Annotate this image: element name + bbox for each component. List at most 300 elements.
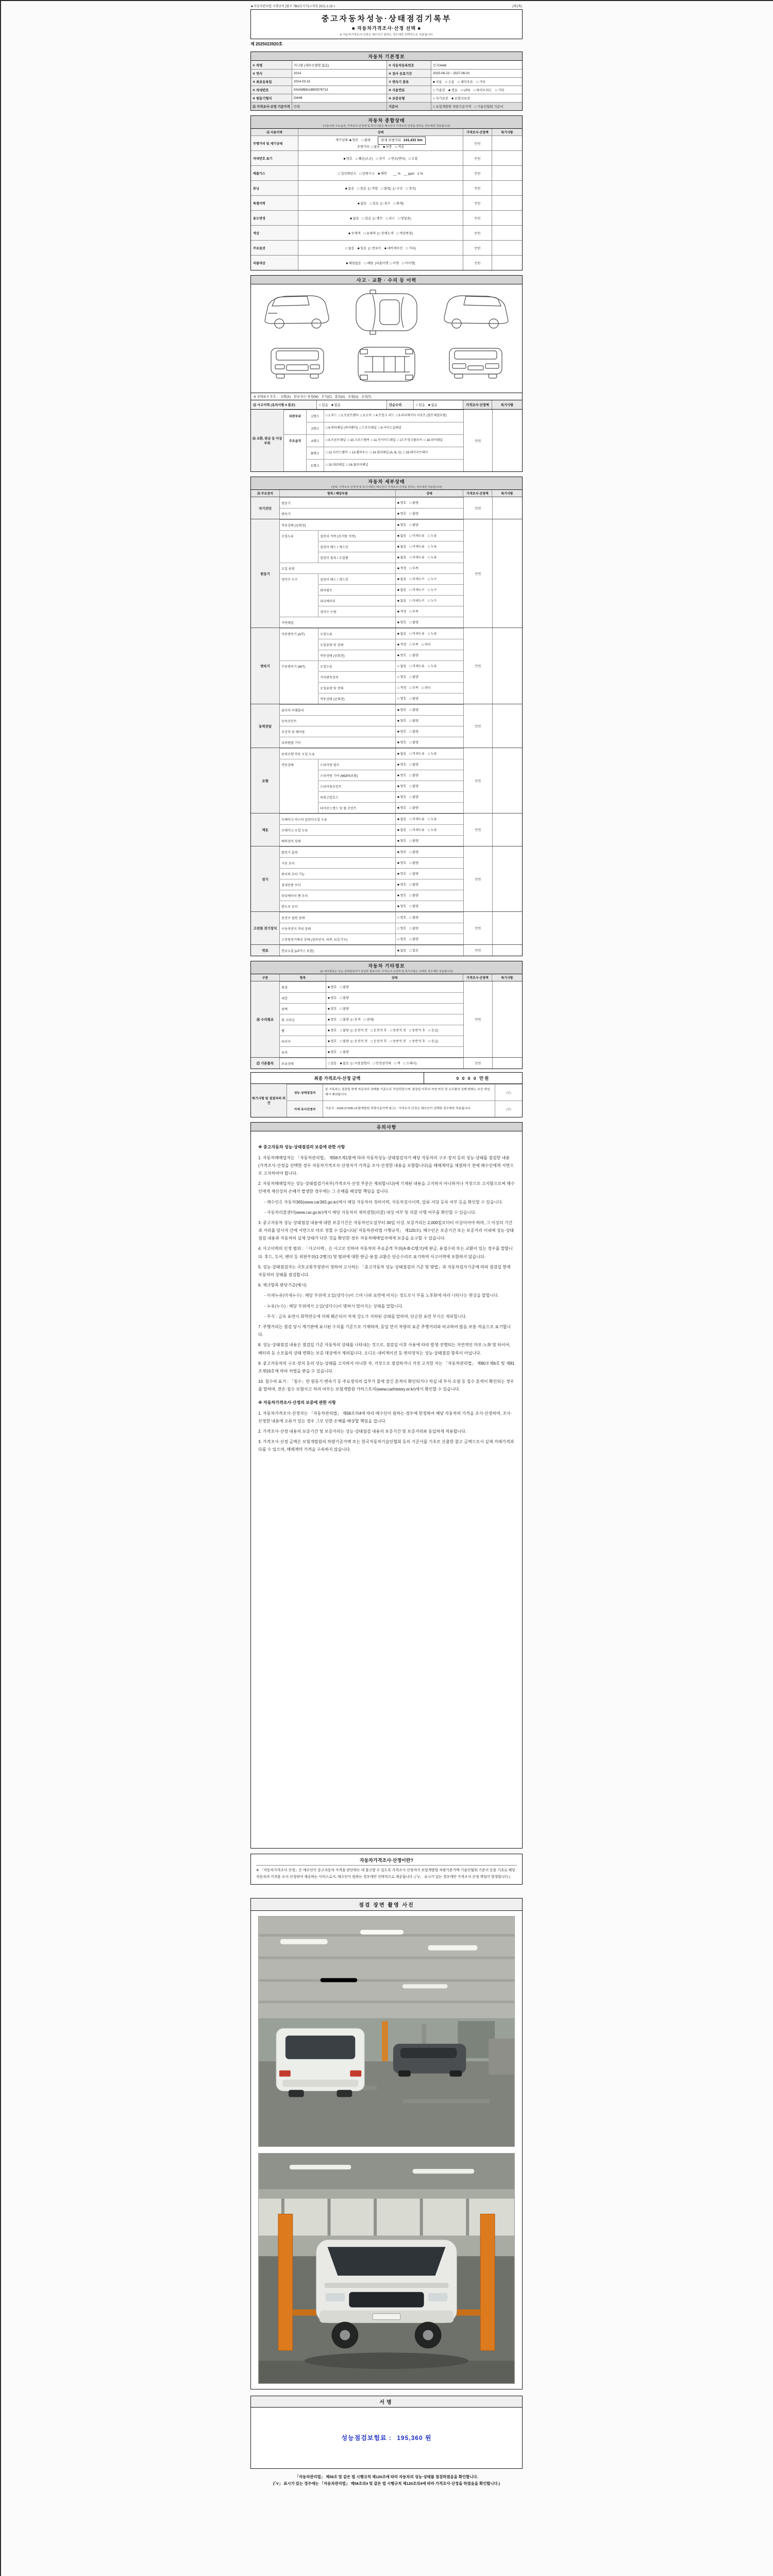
detail-row <box>280 791 463 802</box>
field-label: ④ 차대번호 <box>251 86 292 94</box>
notice-paragraph: - 매수인은 자동차365(www.car365.go.kr)에서 해당 자동차의 정비이력, 자동차검사이력, 압류·저당 등록 여부 등을 확인할 수 있습니다. <box>264 1199 503 1205</box>
note-column-header: 특기사항 <box>492 400 522 409</box>
subgroup-label: 작동상태 <box>280 759 318 770</box>
detail-row <box>280 606 463 617</box>
status-options[interactable]: ■ 양호 □ 불량 <box>396 508 463 519</box>
device-group-label: 제동 <box>251 814 280 846</box>
device-group-high-voltage <box>251 911 522 944</box>
accident-history-options[interactable]: □ 있음 ■ 없음 <box>317 400 387 409</box>
amount-cell: 만원 <box>463 846 492 911</box>
status-options[interactable]: ■ 양호 □ 불량 <box>396 617 463 628</box>
field-label: ⑦ 변속기 종류 <box>387 78 431 86</box>
status-options[interactable] <box>298 136 463 150</box>
status-options[interactable]: ■ 양호 □ 불량 <box>396 791 463 802</box>
subgroup-label <box>280 639 318 650</box>
note-cell <box>492 256 522 270</box>
status-options[interactable]: ■ 없음 □ 있음 (□ 적법 □ 불법) (□ 구조 □ 장치) <box>298 181 463 195</box>
note-cell <box>492 241 522 255</box>
column-header: 가격조사·산정액 <box>463 974 492 981</box>
overall-condition-table <box>250 129 523 270</box>
detail-row <box>280 901 463 911</box>
device-rows <box>280 497 463 519</box>
status-options[interactable]: ■ 양호 □ 불량 <box>396 737 463 748</box>
status-options[interactable]: □ 양호 □ 불량 <box>396 934 463 944</box>
status-options[interactable]: ■ 적정 □ 부족 <box>396 606 463 617</box>
detail-row <box>280 508 463 519</box>
table-row <box>280 992 463 1003</box>
engine-type-value: D4HB <box>292 94 387 102</box>
field-label: ⑨ 원동기형식 <box>251 94 292 102</box>
amount-cell: 만원 <box>463 226 492 240</box>
signature-title: 서명 <box>251 2396 522 2408</box>
status-options[interactable]: ■ 양호 □ 불량 <box>396 715 463 726</box>
notice-paragraph: 2. 가격조사·산정 내용의 보증기간 및 보증거리는 성능·상태점검 내용의 보증기간 및 보증거리와 동일하게 적용합니다. <box>258 1429 467 1434</box>
detail-row <box>280 671 463 682</box>
status-options[interactable]: ■ 양호 □ 불량 <box>396 846 463 857</box>
part-label: 원동기 <box>280 497 396 508</box>
amount-cell: 만원 <box>463 151 492 165</box>
note-cell <box>492 704 522 748</box>
amount-cell: 만원 <box>463 704 492 748</box>
status-options[interactable]: ■ 없음 □ 미세누유 □ 누유 <box>396 552 463 563</box>
part-label: 작동상태 (공회전) <box>318 693 396 704</box>
note-cell <box>492 1058 522 1069</box>
inspector-role-label: 가격·조사산정자 <box>287 1100 323 1117</box>
rank-label: B랭크 <box>307 447 324 459</box>
notice-paragraph: 7. 주행거리는 점검 당시 계기판에 표시된 수치를 기준으로 기재하며, 동일 연식 차량의 표준 주행거리와 비교하여 많음·보통·적음으로 표기합니다. <box>258 1324 511 1337</box>
status-options[interactable]: ■ 양호 □ 불량 <box>326 992 463 1003</box>
item-label: 특별이력 <box>251 196 298 210</box>
table-row <box>280 1036 463 1046</box>
part-label: 디퍼렌셜 기어 <box>280 737 396 748</box>
panel-checkbox-options[interactable]: □ 12.사이드멤버 □ 13.휠하우스 □ 14.필러패널 (A, B, C) □ 19.패키지트레이 <box>324 447 463 459</box>
part-label: 오일유량 및 상태 <box>318 639 396 650</box>
column-header: 특기사항 <box>501 131 513 134</box>
status-options[interactable]: □ 없음 □ 미세누유 □ 누유 <box>396 660 463 671</box>
section-other-header <box>250 961 523 974</box>
detail-row <box>280 682 463 693</box>
detail-row <box>280 814 463 824</box>
status-options[interactable]: ■ 양호 □ 불량 (□ 운전석 전 □ 운전석 후 □ 동반석 전 □ 동반석 후 □ 응급) <box>326 1025 463 1036</box>
part-label: 실린더 커버 (로커암 커버) <box>318 530 396 541</box>
group-label: ⑰ 기본품목 <box>251 1058 280 1069</box>
detail-row <box>280 759 463 770</box>
panel-checkbox-options[interactable]: □ 15.대쉬패널 □ 16.플로어패널 <box>324 459 463 471</box>
column-header-row <box>251 490 522 497</box>
field-label: ① 차명 <box>251 61 292 69</box>
status-options[interactable]: ■ 양호 □ 불량 (□ 운전석 전 □ 운전석 후 □ 동반석 전 □ 동반석 후 □ 응급) <box>326 1036 463 1046</box>
status-options[interactable]: ■ 양호 □ 불량 <box>396 726 463 737</box>
detail-row <box>280 563 463 573</box>
status-options[interactable]: ■ 없음 □ 미세누수 □ 누수 <box>396 573 463 584</box>
amount-cell: 만원 <box>463 945 492 956</box>
section-signature <box>250 2396 523 2469</box>
photos-title: 점검 장면 촬영 사진 <box>251 1899 522 1911</box>
column-header-row <box>251 974 522 981</box>
odometer-value: 141,431 km <box>403 139 423 142</box>
device-group-transmission <box>251 628 522 704</box>
status-options[interactable]: ■ 양호 □ 불량 <box>396 781 463 791</box>
notice-paragraph: - 자동차리콜센터(www.car.go.kr)에서 해당 자동차의 제작결함(리콜) 대상 여부 및 리콜 이행 여부를 확인할 수 있습니다. <box>264 1210 477 1215</box>
part-label: 라디에이터 팬 모터 <box>280 890 396 901</box>
device-group-self-diagnosis <box>251 497 522 519</box>
status-options[interactable]: ■ 양호 □ 불량 <box>396 835 463 846</box>
detail-row <box>280 584 463 595</box>
notice-paragraph: - 부식 : 금속 표면이 화학반응에 의해 훼손되어 차체 강도가 저하된 상태를 말하며, 단순한 표면 부식은 제외합니다. <box>264 1314 467 1319</box>
section-detailed-condition <box>250 477 523 956</box>
status-options[interactable]: ■ 양호 □ 불량 <box>396 759 463 770</box>
detail-row <box>280 945 463 956</box>
status-options[interactable]: □ 없음 ■ 있음 (□ 썬루프 ■ 네비게이션 □ 기타) <box>298 241 463 255</box>
table-row <box>280 1058 463 1069</box>
part-label: 실린더 블록 / 오일팬 <box>318 552 396 563</box>
detail-row <box>280 595 463 606</box>
device-group-steering <box>251 748 522 813</box>
simple-repair-options[interactable]: □ 있음 ■ 없음 <box>414 400 463 409</box>
table-row <box>251 225 522 240</box>
panel-group-label: 외판부위 <box>284 410 307 422</box>
detail-row <box>280 857 463 868</box>
basic-items-group <box>251 1057 522 1069</box>
rank-row <box>284 434 463 447</box>
table-row <box>251 150 522 165</box>
status-options[interactable]: ■ 없음 □ 미세누수 □ 누수 <box>396 595 463 606</box>
warranty-type-options[interactable]: □ 자가보증 ■ 보험사보증 <box>433 97 470 100</box>
section-accident-history <box>250 275 523 472</box>
field-label: ⑪ 가격조사·산정 기준가격 <box>251 103 292 110</box>
part-label: 발전기 출력 <box>280 846 396 857</box>
section-overall-condition <box>250 115 523 270</box>
note-cell <box>492 166 522 180</box>
device-rows <box>280 628 463 704</box>
column-header: 상태 <box>326 974 463 981</box>
status-options[interactable]: □ 일산화탄소 □ 탄화수소 ■ 매연 __ % __ ppm 2 % <box>298 166 463 180</box>
basic-item-rows <box>280 1058 463 1069</box>
status-options[interactable]: □ 적정 □ 부족 □ 과다 <box>396 682 463 693</box>
vehicle-diagram-rear-right <box>435 289 516 336</box>
subgroup-label: 자동변속기 (A/T) <box>280 628 318 639</box>
mileage-level-options[interactable]: 주행거리 □ 많음 ■ 보통 □ 적음 <box>357 145 405 149</box>
final-price-digits: 0 0 0 0 <box>456 1075 477 1081</box>
item-label: 외장 <box>280 981 326 992</box>
table-row <box>280 1046 463 1057</box>
column-header: 특기사항 <box>501 977 513 980</box>
column-header: 상태 <box>298 129 463 135</box>
amount-cell: 만원 <box>463 1058 492 1069</box>
part-label: 추진축 및 베어링 <box>280 726 396 737</box>
signature-body <box>251 2408 522 2468</box>
opinion-block-label: 특기사항 및 점검자의 의견 <box>251 1084 287 1117</box>
panel-group-label: 주요골격 <box>284 434 307 447</box>
device-group-brake <box>251 813 522 846</box>
vehicle-diagram-front-left <box>257 289 338 336</box>
table-row <box>251 94 522 102</box>
panel-checkbox-options[interactable]: □ 9.프론트패널 □ 10.크로스멤버 □ 11.인사이드패널 □ 17.트렁크플로어 □ 18.리어패널 <box>324 434 463 447</box>
device-group-label: 동력전달 <box>251 704 280 748</box>
legal-confirmation <box>250 2473 523 2493</box>
final-price-row <box>250 1072 523 1084</box>
part-label: 작동상태 (공회전) <box>318 650 396 660</box>
detailed-condition-table <box>250 490 523 956</box>
subgroup-label <box>280 606 318 617</box>
notice-paragraph: 1. 자동차매매업자는 「자동차관리법」 제58조제1항에 따라 자동차성능·상태점검자가 해당 자동차의 구조·장치 등의 성능·상태를 점검한 내용(가격조사·산정을 선택한 경우 자동차가격조사·산정자가 가격을 조사·산정한 내용을 포함합니다)을 매매계약을 체결하기 전에 매수인에게 서면으로 고지하여야 합니다. <box>258 1155 514 1176</box>
accident-history-label: ⑬ 사고이력 (유의사항 4 참조) <box>251 400 317 409</box>
table-row <box>251 165 522 180</box>
subgroup-label <box>280 671 318 682</box>
status-options[interactable]: ■ 없음 □ 있음 <box>396 945 463 956</box>
device-rows <box>280 814 463 846</box>
notice-paragraph: 1. 자동차가격조사·산정자는 「자동차관리법」 제58조의4에 따라 매수인이 원하는 경우에 한정하여 해당 자동차의 가격을 조사·산정하며, 조사·산정한 내용에 오류가 있는 경우 그로 인한 손해를 배상할 책임을 집니다. <box>258 1411 512 1423</box>
status-options[interactable]: ■ 양호 □ 불량 (□ 흔적 □ 냄새) <box>326 1014 463 1025</box>
status-options[interactable]: □ 양호 □ 불량 <box>396 693 463 704</box>
part-label: 작동상태 (공회전) <box>280 519 396 530</box>
rank-table-label: ⑭ 교환, 판금 등 이상 부위 <box>251 410 284 471</box>
status-options[interactable]: ■ 양호 □ 불량 <box>396 770 463 781</box>
base-price-value: 만원 <box>292 103 387 110</box>
item-label: 내장 <box>280 992 326 1003</box>
note-cell <box>492 628 522 704</box>
repair-needed-group <box>251 981 522 1057</box>
vin-value: KNAMB81ABE5576713 <box>292 86 387 94</box>
overall-rows <box>251 150 522 270</box>
detail-row <box>280 704 463 715</box>
plate-number-value: 인지3448 <box>433 63 447 67</box>
status-options[interactable]: ■ 양호 □ 불량 <box>396 890 463 901</box>
part-label: 라디에이터 <box>318 595 396 606</box>
subgroup-label <box>280 595 318 606</box>
section-accident-title: 사고 · 교환 · 수리 등 이력 <box>356 278 417 283</box>
status-options[interactable]: □ 양호 □ 불량 <box>396 923 463 934</box>
section-other-note: (※ 체크항목은 성능·상태점검자가 점검한 결과이며, 가격조사·산정액 및 특기사항은 선택한 경우에만 적용합니다) <box>320 970 453 974</box>
status-options[interactable]: ■ 양호 □ 불량 <box>396 857 463 868</box>
subgroup-label <box>280 682 318 693</box>
status-options[interactable]: ■ 양호 □ 불량 <box>396 901 463 911</box>
device-group-label: 조향 <box>251 748 280 813</box>
part-label: 오일유량 및 상태 <box>318 682 396 693</box>
part-label: 워터펌프 <box>318 584 396 595</box>
part-label: 스티어링조인트 <box>318 781 396 791</box>
part-label: 파워고압호스 <box>318 791 396 802</box>
status-options[interactable]: ■ 적정 □ 부족 <box>396 563 463 573</box>
amount-cell: 만원 <box>463 181 492 195</box>
rank-row <box>284 447 463 459</box>
amount-cell: 만원 <box>463 211 492 225</box>
table-row <box>251 69 522 77</box>
rank-row <box>284 422 463 434</box>
notice-paragraph: 9. 중고자동차의 구조·장치 등의 성능·상태를 고지하지 아니한 자, 거짓으로 점검하거나 거짓 고지한 자는 「자동차관리법」 제80조제6호 및 제81조제19호에 따라 처벌을 받을 수 있습니다. <box>258 1361 515 1374</box>
accident-history-row <box>250 400 523 410</box>
other-info-table <box>250 974 523 1069</box>
inspector-opinion-text: 본 기록부는 점검일 현재 자동차의 상태를 기준으로 작성되었으며, 점검일 이후의 자연 마모 및 소모품의 상태 변화는 보증 대상에서 제외됩니다. <box>323 1084 495 1100</box>
column-header: 항목 / 해당부품 <box>280 490 396 497</box>
notices-title: 유의사항 <box>376 1125 397 1130</box>
status-options[interactable]: ■ 없음 □ 미세누유 □ 누유 <box>396 628 463 639</box>
condition-mark-legend: ※ 상태표시 부호 : 교환(X) 판금 또는 용접(W) 부식(C) 흠집(A) 요철(U) 손상(T) <box>250 393 523 400</box>
document-subtitle: ■ 자동차가격조사·산정 선택 ■ <box>351 26 421 31</box>
legal-confirmation-line1: 「자동차관리법」 제58조 및 같은 법 시행규칙 제120조에 따라 자동차의 성능·상태를 점검하였음을 확인합니다. <box>295 2474 478 2479</box>
status-options[interactable]: □ 양호 □ 불량 <box>396 671 463 682</box>
notice-paragraph: 2. 자동차매매업자는 성능·상태점검기록부(가격조사·산정 부분은 제외합니다)에 기재된 내용을 고지하지 아니하거나 거짓으로 고지함으로써 매수인에게 재산상의 손해가 발생한 경우에는 그 손해를 배상할 책임을 집니다. <box>258 1181 515 1194</box>
status-options[interactable]: ■ 양호 □ 불량 <box>396 650 463 660</box>
notice-paragraph: 3. 가격조사·산정 금액은 보험개발원의 차량기준가액 또는 한국자동차기술인협회 등의 기준서를 기초로 산출한 참고 금액으로서 실제 거래가격과 다를 수 있으며, 매매계약 가격을 구속하지 않습니다. <box>258 1439 514 1452</box>
status-options[interactable]: ■ 없음 □ 있음 (□ 침수 □ 화재) <box>298 196 463 210</box>
device-rows <box>280 704 463 748</box>
part-label: 타이로드엔드 및 볼 조인트 <box>318 802 396 813</box>
status-options[interactable]: □ 있음 ■ 없음 (□ 사용설명서 □ 안전삼각대 □ 잭 □ 스패너) <box>326 1058 463 1069</box>
status-options[interactable]: ■ 양호 □ 훼손(오손) □ 상이 □ 변조(변타) □ 도말 <box>298 151 463 165</box>
group-label: ⑯ 수리필요 <box>251 981 280 1057</box>
simple-repair-label: 단순수리 <box>387 400 414 409</box>
status-options[interactable]: ■ 양호 □ 불량 <box>396 868 463 879</box>
price-estimation-info-box <box>250 1854 523 1884</box>
table-row <box>251 61 522 69</box>
form-reference: ■ 자동차관리법 시행규칙 [별지 제82호서식] <개정 2021.1.19.> <box>251 5 335 8</box>
notice-paragraph: 4. 사고이력의 인정 범위 : 「사고이력」은 사고로 인하여 자동차의 주요골격 부위(A·B·C랭크)에 판금, 용접수리 또는 교환이 있는 경우를 말합니다. 후드, 도어, 펜더 등 외판부위(1·2랭크) 및 범퍼에 대한 판금·용접·교환은 단순수리로 표기하며 사고이력에 포함하지 않습니다. <box>258 1246 513 1259</box>
status-options[interactable]: ■ 없음 □ 미세누유 □ 누유 <box>396 824 463 835</box>
detail-row <box>280 737 463 748</box>
status-options[interactable]: ■ 없음 □ 미세누유 □ 누유 <box>396 530 463 541</box>
column-header: ⑫ 사용이력 <box>251 129 298 135</box>
notice-paragraph: 8. 성능·상태점검 내용은 점검일 기준 자동차의 상태를 나타내는 것으로, 점검일 이후 사용에 따라 발생·진행되는 자연적인 마모·노화 및 타이어, 배터리 등 소모품의 상태 변화는 보증 대상에서 제외됩니다. 오디오·내비게이션 등 편의장치는 성능·상태점검 항목이 아닙니다. <box>258 1343 511 1355</box>
table-row <box>251 255 522 270</box>
section-other-info <box>250 961 523 1117</box>
item-label: 휠 <box>280 1025 326 1036</box>
odometer-label: 현재 주행거리 <box>381 139 401 142</box>
panel-checkbox-options[interactable]: □ 1.후드 □ 2.프론트펜더 □ 3.도어 □ 4.트렁크 리드 □ 5.라디에이터 서포트 (볼트체결부품) <box>324 410 463 422</box>
table-row <box>251 180 522 195</box>
status-options[interactable]: ■ 양호 □ 불량 <box>396 704 463 715</box>
opinion-row <box>287 1100 522 1117</box>
detail-row <box>280 770 463 781</box>
notices-header <box>250 1122 523 1131</box>
amount-cell: 만원 <box>463 748 492 813</box>
part-label: 변속기 <box>280 508 396 519</box>
status-options[interactable]: ■ 양호 □ 불량 <box>396 497 463 508</box>
status-options[interactable]: ■ 없음 □ 미세누유 □ 누유 <box>396 814 463 824</box>
section-detail-title: 자동차 세부상태 <box>368 479 405 485</box>
status-options[interactable]: ■ 해당없음 □ 해당 (리콜이행 □ 이행 □ 미이행) <box>298 256 463 270</box>
status-options[interactable]: ■ 없음 □ 미세누수 □ 누수 <box>396 584 463 595</box>
column-header: 상태 <box>396 490 463 497</box>
detail-row <box>280 934 463 944</box>
final-price-value <box>424 1073 522 1083</box>
field-label: ⑩ 보증유형 <box>387 94 431 102</box>
document-number: 제 2025023920호 <box>250 42 283 46</box>
transmission-options[interactable]: ■ 자동 □ 수동 □ 세미오토 □ 기타 <box>433 80 485 84</box>
status-options[interactable]: □ 양호 □ 불량 <box>396 912 463 923</box>
section-other-title: 자동차 기타정보 <box>368 963 405 969</box>
opinion-rows <box>287 1084 522 1117</box>
part-label: 실내송풍 모터 <box>280 879 396 890</box>
detail-row <box>280 846 463 857</box>
note-cell <box>492 151 522 165</box>
part-label: 등속조인트 <box>280 715 396 726</box>
note-cell <box>492 814 522 846</box>
inspection-photo-lift <box>258 2153 515 2384</box>
note-cell <box>492 196 522 210</box>
item-label: 타이어 <box>280 1036 326 1046</box>
field-label: ③ 최초등록일 <box>251 78 292 86</box>
status-options[interactable]: ■ 양호 □ 불량 <box>326 1046 463 1057</box>
section-basic-title: 자동차 기본정보 <box>368 54 405 59</box>
column-header: 특기사항 <box>501 493 513 496</box>
item-label: 보유상태 <box>280 1058 326 1069</box>
status-options[interactable]: ■ 양호 □ 불량 <box>396 519 463 530</box>
status-options[interactable]: ■ 양호 □ 불량 <box>396 802 463 813</box>
device-rows <box>280 912 463 944</box>
part-label: 오일누유 <box>318 628 396 639</box>
inspector-role-label: 성능·상태점검자 <box>287 1084 323 1100</box>
amount-column-header: 가격조사·산정액 <box>463 400 492 409</box>
status-options[interactable]: ■ 없음 □ 미세누유 □ 누유 <box>396 541 463 552</box>
status-options[interactable]: ■ 양호 □ 불량 <box>396 879 463 890</box>
vehicle-diagram-top-view <box>346 289 427 336</box>
section-detail-header <box>250 477 523 490</box>
table-row <box>251 102 522 110</box>
status-options[interactable]: ■ 적정 □ 부족 □ 과다 <box>396 639 463 650</box>
detail-row <box>280 923 463 934</box>
inspection-photo-workshop <box>258 1916 515 2147</box>
price-reference-options[interactable]: □ 보험개발원 차량기준가액 □ 기술인협회 기준서 <box>431 103 522 110</box>
fuel-options[interactable]: □ 가솔린 ■ 경유 □ LPG □ 하이브리드 □ 기타 <box>433 89 505 92</box>
note-cell <box>492 519 522 628</box>
detail-row <box>280 726 463 737</box>
odometer-box <box>378 137 426 145</box>
status-options[interactable]: ■ 양호 □ 불량 <box>326 981 463 992</box>
section-overall-title: 자동차 종합상태 <box>368 118 405 123</box>
detail-row <box>280 748 463 759</box>
subgroup-label: 수동변속기 (M/T) <box>280 660 318 671</box>
rank-row <box>284 410 463 422</box>
detail-row <box>280 802 463 813</box>
panel-checkbox-options[interactable]: □ 6.쿼터패널 (리어펜더) □ 7.루프패널 □ 8.사이드실패널 <box>324 422 463 434</box>
status-options[interactable]: ■ 무채색 □ 유채색 (□ 전체도색 □ 색상변경) <box>298 226 463 240</box>
detail-row <box>280 824 463 835</box>
detail-row <box>280 781 463 791</box>
rank-label: A랭크 <box>307 434 324 447</box>
detail-row <box>280 660 463 671</box>
column-header: 가격조사·산정액 <box>463 129 492 135</box>
note-cell <box>492 912 522 944</box>
item-label: 배출가스 <box>251 166 298 180</box>
price-info-title: 자동차가격조사·산정이란? <box>256 1857 517 1866</box>
vehicle-name-value: 카니발 (세부모델명 없음) <box>292 61 387 69</box>
photo-dark-car <box>393 2044 466 2077</box>
basic-info-table <box>250 61 523 111</box>
amount-cell: 만원 <box>463 410 492 471</box>
panel-group-label <box>284 422 307 434</box>
device-group-label: 자기진단 <box>251 497 280 519</box>
detail-row <box>280 639 463 650</box>
mileage-row <box>251 135 522 150</box>
device-group-powertrain <box>251 704 522 748</box>
gauge-status-options[interactable]: 계기상태 ■ 양호 □ 불량 <box>335 138 371 142</box>
inspection-validity-value: 2025-06-23 ~ 2027-06-01 <box>433 72 470 75</box>
device-rows <box>280 945 463 956</box>
status-options[interactable]: ■ 없음 □ 미세누유 □ 누유 <box>396 748 463 759</box>
table-row <box>280 1003 463 1014</box>
subgroup-label <box>280 541 318 552</box>
status-options[interactable]: ■ 양호 □ 불량 <box>326 1003 463 1014</box>
note-cell <box>492 748 522 813</box>
detail-row <box>280 573 463 584</box>
inspection-insurance-fee <box>341 2433 431 2442</box>
section-inspection-photos <box>250 1898 523 2389</box>
item-label: 광택 <box>280 1003 326 1014</box>
document-title: 중고자동차성능·상태점검기록부 <box>321 14 452 23</box>
status-options[interactable]: ■ 없음 □ 있음 (□ 렌트 □ 리스 □ 영업용) <box>298 211 463 225</box>
note-cell <box>492 497 522 519</box>
